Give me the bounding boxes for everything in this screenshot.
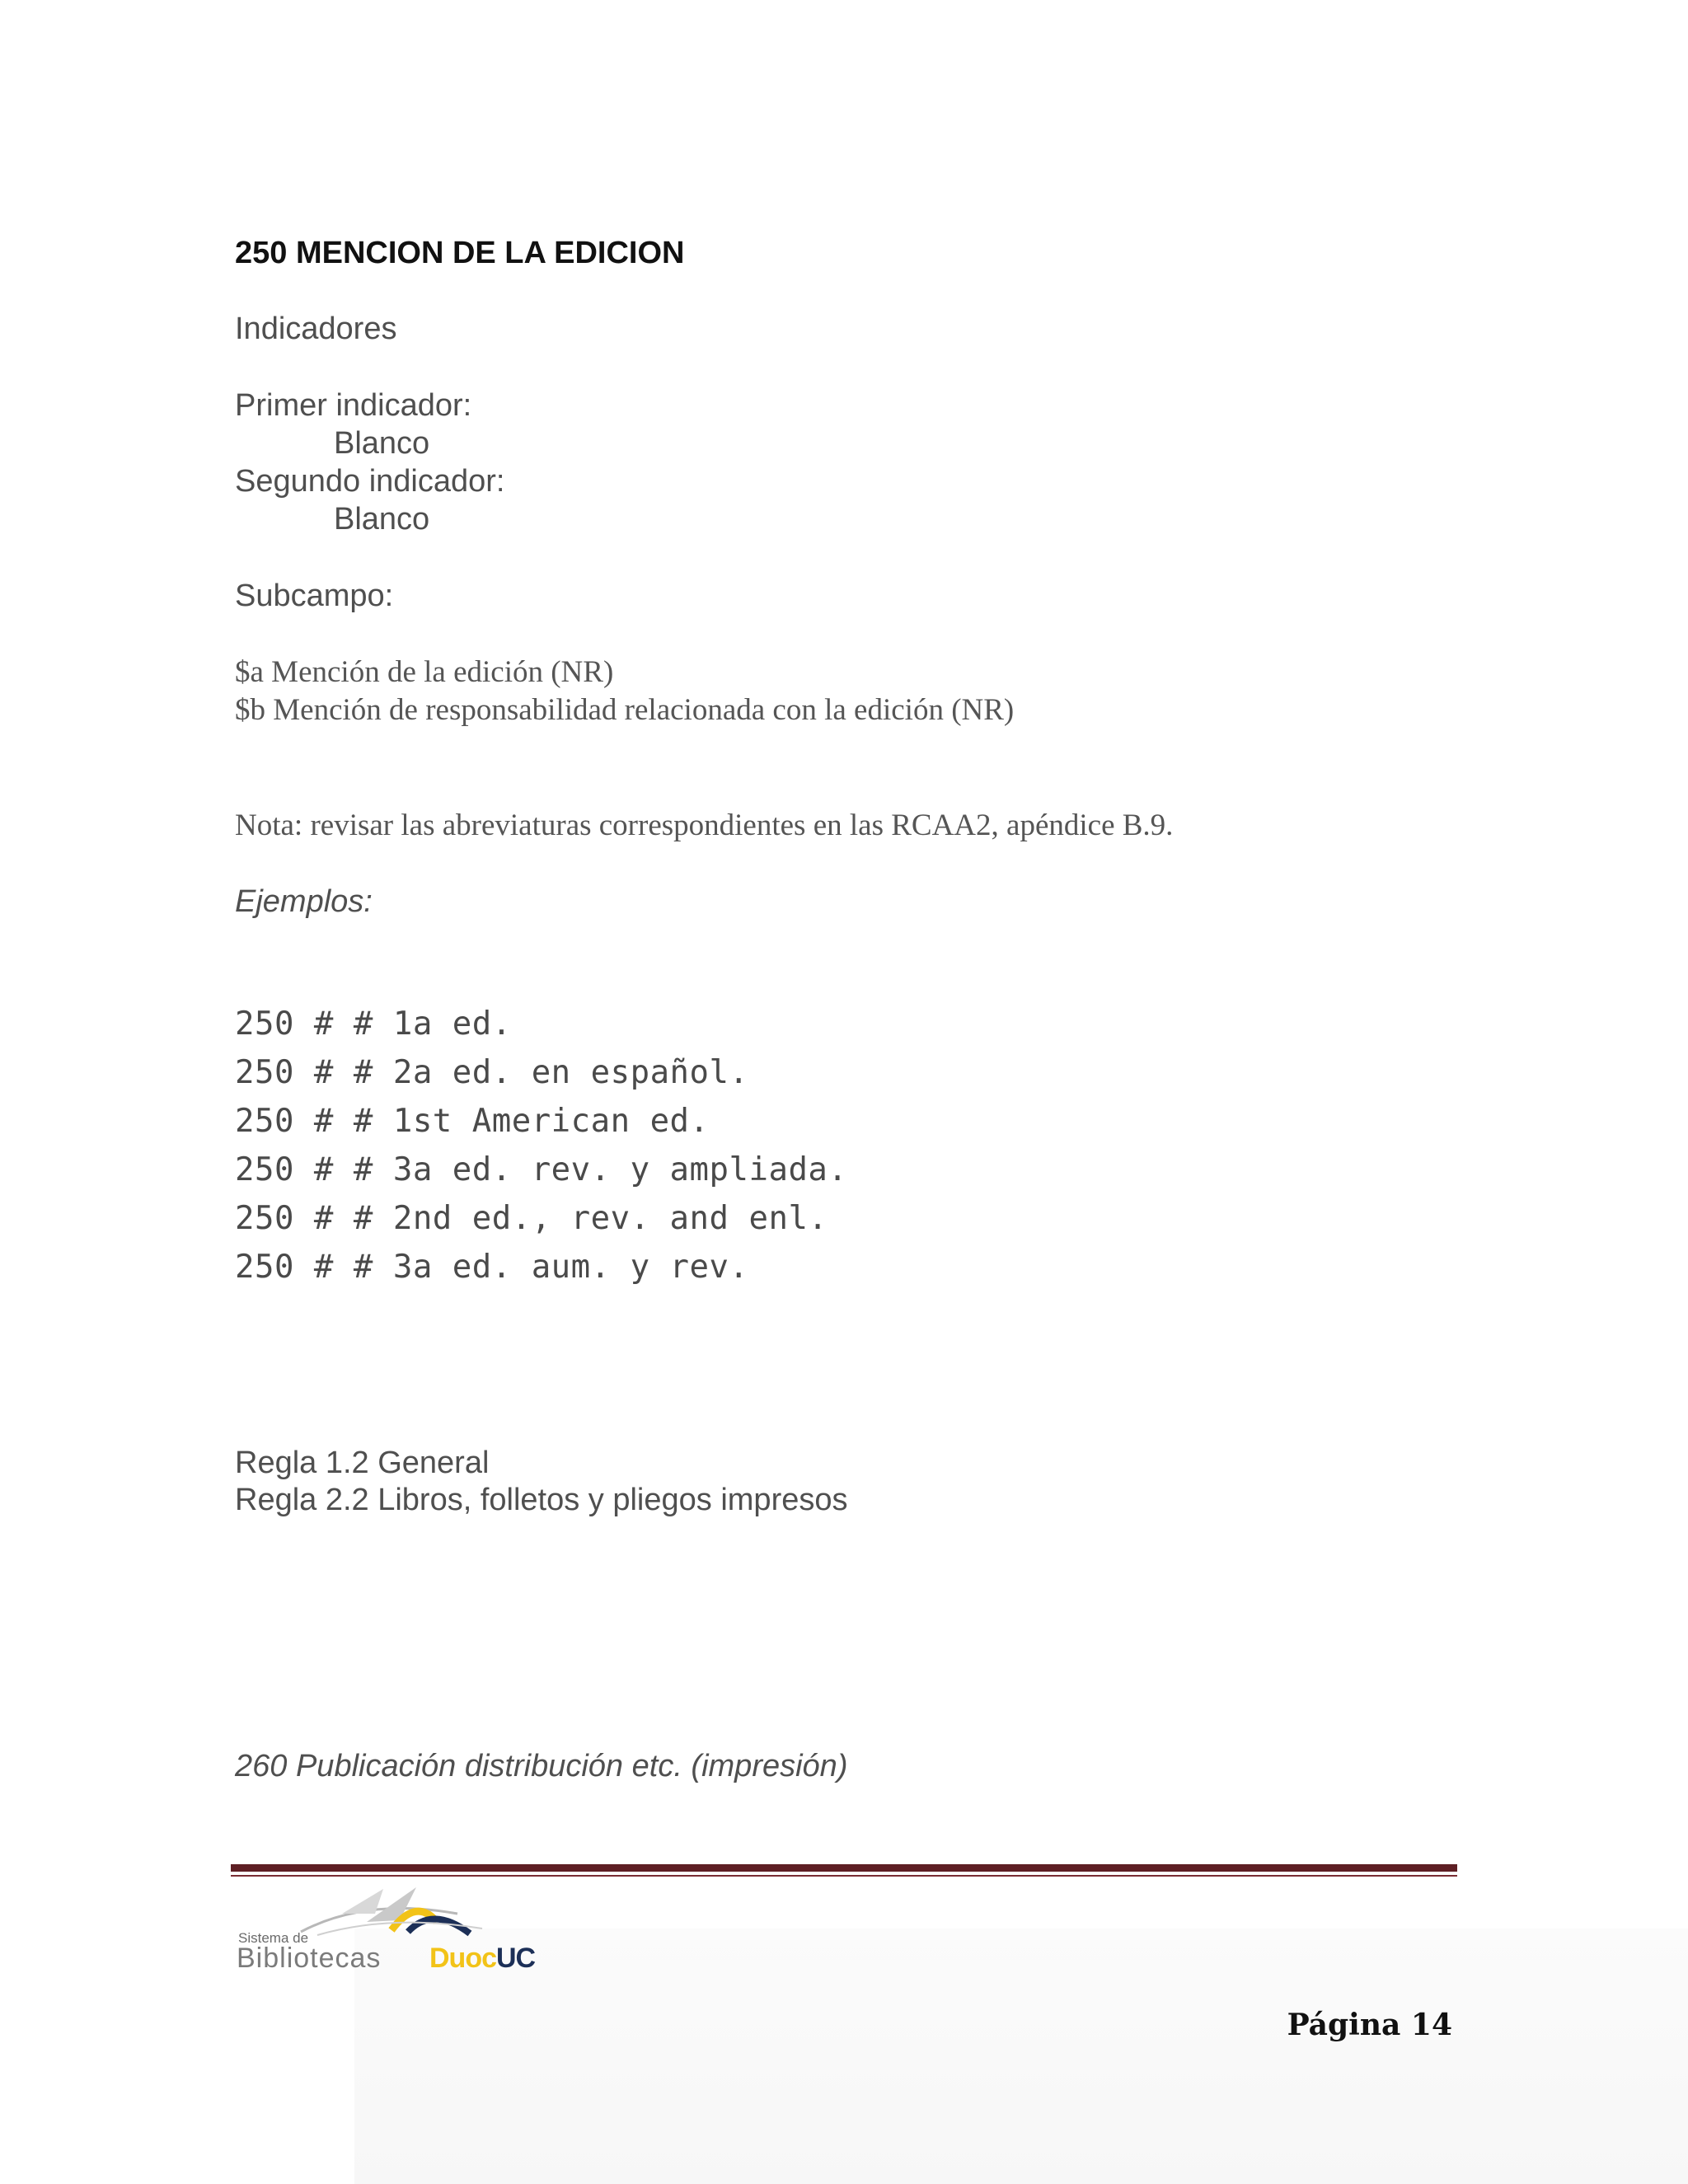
logo-brand [429,1943,535,1975]
first-indicator-label: Primer indicador: [235,388,472,423]
logo-brand-duoc: Duoc [429,1943,496,1974]
logo-text-main: Bibliotecas [237,1943,382,1974]
footer-rule [231,1864,1457,1872]
second-indicator-label: Segundo indicador: [235,464,505,499]
subfield-b: $b Mención de responsabilidad relacionada con la edición (NR) [235,693,1015,727]
note-text: Nota: revisar las abreviaturas correspondientes en las RCAA2, apéndice B.9. [235,808,1174,842]
subfield-title: Subcampo: [235,579,394,613]
example-line: 250 # # 1a ed. [235,1005,512,1043]
indicators-title: Indicadores [235,312,397,346]
subfield-a: $a Mención de la edición (NR) [235,655,614,689]
first-indicator-value: Blanco [334,426,430,461]
library-logo [235,1881,581,1974]
logo-brand-uc: UC [496,1943,536,1974]
example-line: 250 # # 3a ed. rev. y ampliada. [235,1151,848,1188]
examples-title: Ejemplos: [235,884,373,919]
rule-books: Regla 2.2 Libros, folletos y pliegos impresos [235,1483,848,1517]
next-section-title: 260 Publicación distribución etc. (impresión) [235,1749,848,1783]
footer-rule-thin [231,1875,1457,1877]
page-number: Página 14 [1287,2008,1452,2042]
logo-swoosh-icon [293,1881,490,1947]
second-indicator-value: Blanco [334,502,430,537]
section-heading: 250 MENCION DE LA EDICION [235,236,685,270]
logo-text-small: Sistema de [238,1930,309,1946]
example-line: 250 # # 2a ed. en español. [235,1054,749,1091]
example-line: 250 # # 2nd ed., rev. and enl. [235,1200,828,1237]
rule-general: Regla 1.2 General [235,1446,490,1480]
example-line: 250 # # 3a ed. aum. y rev. [235,1249,749,1286]
example-line: 250 # # 1st American ed. [235,1103,710,1140]
